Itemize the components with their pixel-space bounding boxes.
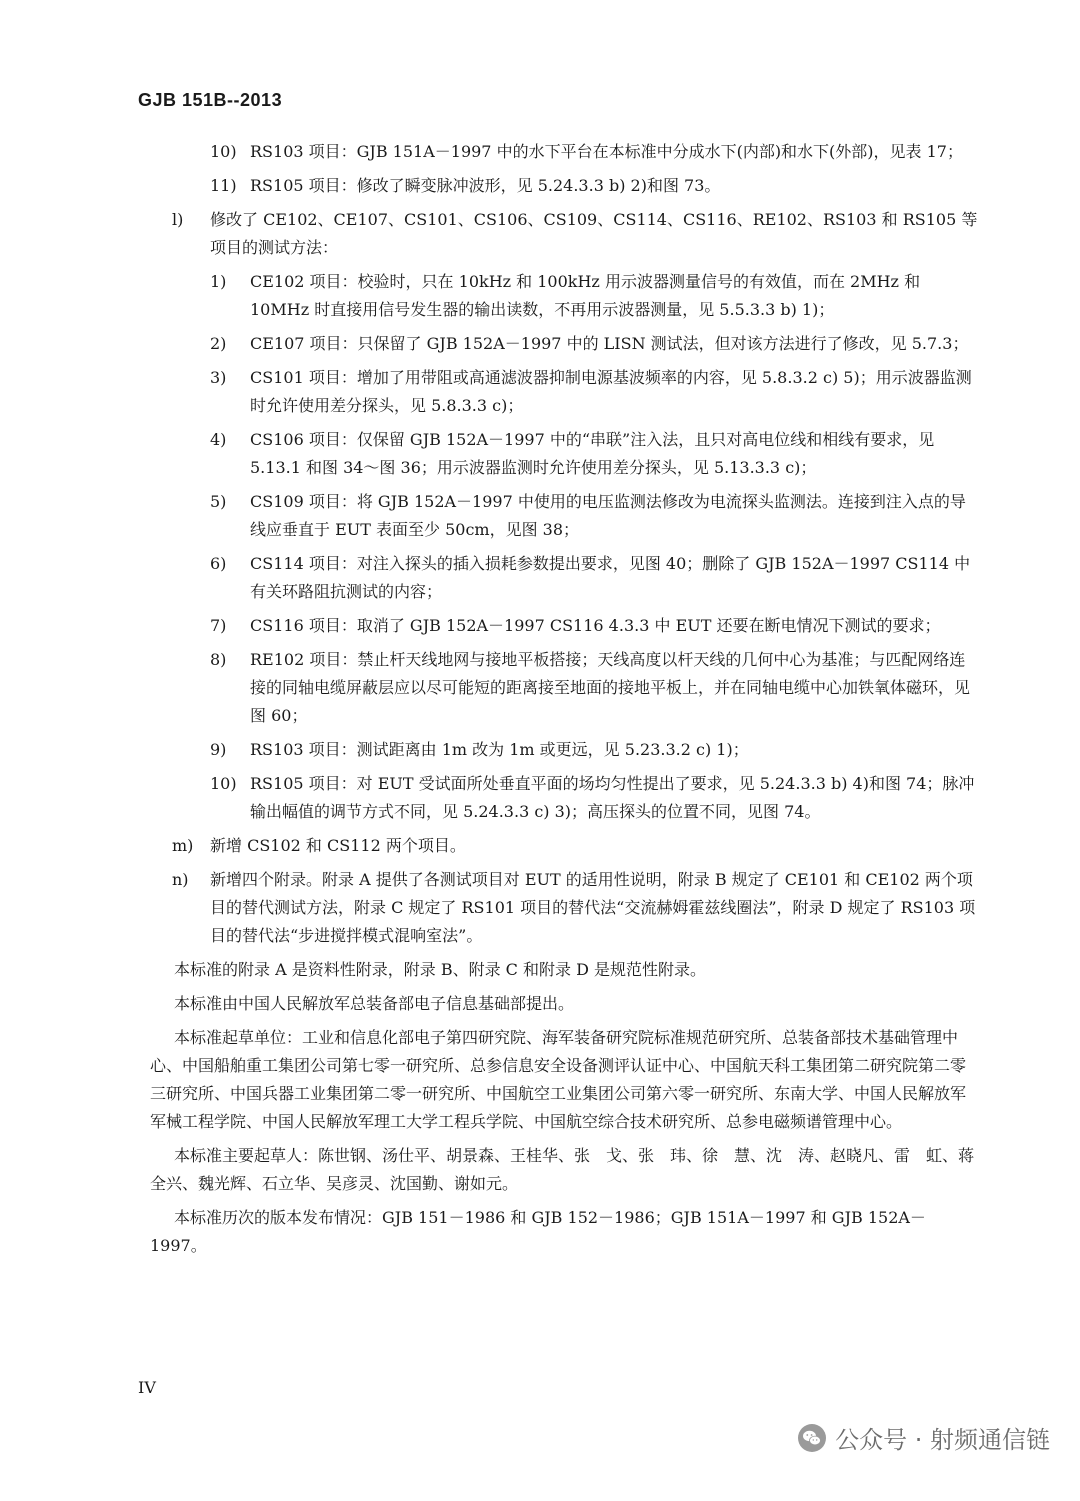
list-item (150, 172, 980, 200)
list-item (150, 646, 980, 730)
list-item-marker: 10) (210, 142, 237, 161)
page-number: IV (138, 1378, 156, 1397)
list-item-marker: 6) (210, 554, 227, 573)
list-item-text: 新增 CS102 和 CS112 两个项目。 (210, 836, 466, 855)
list-item-text: RS105 项目：对 EUT 受试面所处垂直平面的场均匀性提出了要求，见 5.24.3.3 b) 4)和图 74；脉冲输出幅值的调节方式不同，见 5.24.3.3 c) 3)；高压探头的位置不同，见图 74。 (250, 774, 975, 821)
list-item-text: RS105 项目：修改了瞬变脉冲波形，见 5.24.3.3 b) 2)和图 73。 (250, 176, 721, 195)
watermark (797, 1420, 1050, 1455)
paragraph: 本标准历次的版本发布情况：GJB 151－1986 和 GJB 152－1986；GJB 151A－1997 和 GJB 152A－1997。 (150, 1208, 926, 1255)
paragraph: 本标准的附录 A 是资料性附录，附录 B、附录 C 和附录 D 是规范性附录。 (174, 960, 706, 979)
list-item-marker: m) (172, 836, 194, 855)
list-item-marker: 11) (210, 176, 237, 195)
paragraph: 本标准起草单位：工业和信息化部电子第四研究院、海军装备研究院标准规范研究所、总装备部技术基础管理中心、中国船舶重工集团公司第七零一研究所、总参信息安全设备测评认证中心、中国航天科工集团第二研究院第二零三研究所、中国兵器工业集团第二零一研究所、中国航空工业集团公司第六零一研究所、东南大学、中国人民解放军军械工程学院、中国人民解放军理工大学工程兵学院、中国航空综合技术研究所、总参电磁频谱管理中心。 (150, 1028, 967, 1131)
statement-paragraphs (150, 956, 980, 1260)
list-item-marker: 5) (210, 492, 227, 511)
list-item-text: 新增四个附录。附录 A 提供了各测试项目对 EUT 的适用性说明，附录 B 规定了 CE101 和 CE102 两个项目的替代测试方法，附录 C 规定了 RS101 项目的替代法“交流赫姆霍兹线圈法”，附录 D 规定了 RS103 项目的替代法“步进搅拌模式混响室法”。 (210, 870, 976, 945)
list-item-text: RS103 项目：GJB 151A－1997 中的水下平台在本标准中分成水下(内部)和水下(外部)，见表 17； (250, 142, 963, 161)
list-item (150, 364, 980, 420)
list-item-text: RE102 项目：禁止杆天线地网与接地平板搭接；天线高度以杆天线的几何中心为基准；与匹配网络连接的同轴电缆屏蔽层应以尽可能短的距离接至地面的接地平板上，并在同轴电缆中心加铁氧体磁环，见图 60； (250, 650, 971, 725)
list-item-text: CS109 项目：将 GJB 152A－1997 中使用的电压监测法修改为电流探头监测法。连接到注入点的导线应垂直于 EUT 表面至少 50cm，见图 38； (250, 492, 966, 539)
list-item (150, 426, 980, 482)
list-item (150, 736, 980, 764)
list-item-text: CS106 项目：仅保留 GJB 152A－1997 中的“串联”注入法，且只对高电位线和相线有要求，见 5.13.1 和图 34～图 36；用示波器监测时允许使用差分探头，见 5.13.3.3 c)； (250, 430, 935, 477)
list-item (150, 550, 980, 606)
list-item-text: CS116 项目：取消了 GJB 152A－1997 CS116 4.3.3 中 EUT 还要在断电情况下测试的要求； (250, 616, 941, 635)
list-item (150, 488, 980, 544)
document-code-header: GJB 151B--2013 (138, 90, 283, 110)
list-item-text: CS114 项目：对注入探头的插入损耗参数提出要求，见图 40；删除了 GJB 152A－1997 CS114 中有关环路阻抗测试的内容； (250, 554, 971, 601)
list-item-marker: 1) (210, 272, 227, 291)
list-item (150, 330, 980, 358)
list-item (150, 866, 980, 950)
list-item-marker: l) (172, 210, 184, 229)
list-item (150, 612, 980, 640)
list-item-marker: n) (172, 870, 189, 889)
paragraph: 本标准主要起草人：陈世钢、汤仕平、胡景森、王桂华、张 戈、张 玮、徐 慧、沈 涛、赵晓凡、雷 虹、蒋全兴、魏光辉、石立华、吴彦灵、沈国勤、谢如元。 (150, 1146, 975, 1193)
list-item-marker: 3) (210, 368, 227, 387)
list-item-marker: 8) (210, 650, 227, 669)
revision-list (150, 138, 980, 950)
list-item (150, 206, 980, 262)
paragraph: 本标准由中国人民解放军总装备部电子信息基础部提出。 (174, 994, 575, 1013)
list-item-text: CS101 项目：增加了用带阻或高通滤波器抑制电源基波频率的内容，见 5.8.3.2 c) 5)；用示波器监测时允许使用差分探头，见 5.8.3.3 c)； (250, 368, 972, 415)
list-item (150, 832, 980, 860)
wechat-icon (797, 1423, 827, 1453)
list-item-marker: 9) (210, 740, 227, 759)
list-item-marker: 4) (210, 430, 227, 449)
list-item (150, 268, 980, 324)
list-item-text: CE102 项目：校验时，只在 10kHz 和 100kHz 用示波器测量信号的有效值，而在 2MHz 和 10MHz 时直接用信号发生器的输出读数，不再用示波器测量，见 5.5.3.3 b) 1)； (250, 272, 921, 319)
list-item-marker: 10) (210, 774, 237, 793)
list-item (150, 770, 980, 826)
list-item-text: RS103 项目：测试距离由 1m 改为 1m 或更远，见 5.23.3.2 c) 1)； (250, 740, 749, 759)
watermark-text: 公众号 · 射频通信链 (835, 1426, 1050, 1454)
document-body (150, 138, 980, 1266)
list-item-marker: 2) (210, 334, 227, 353)
list-item-text: CE107 项目：只保留了 GJB 152A－1997 中的 LISN 测试法，但对该方法进行了修改，见 5.7.3； (250, 334, 969, 353)
list-item-text: 修改了 CE102、CE107、CS101、CS106、CS109、CS114、CS116、RE102、RS103 和 RS105 等项目的测试方法： (210, 210, 978, 257)
list-item (150, 138, 980, 166)
list-item-marker: 7) (210, 616, 227, 635)
